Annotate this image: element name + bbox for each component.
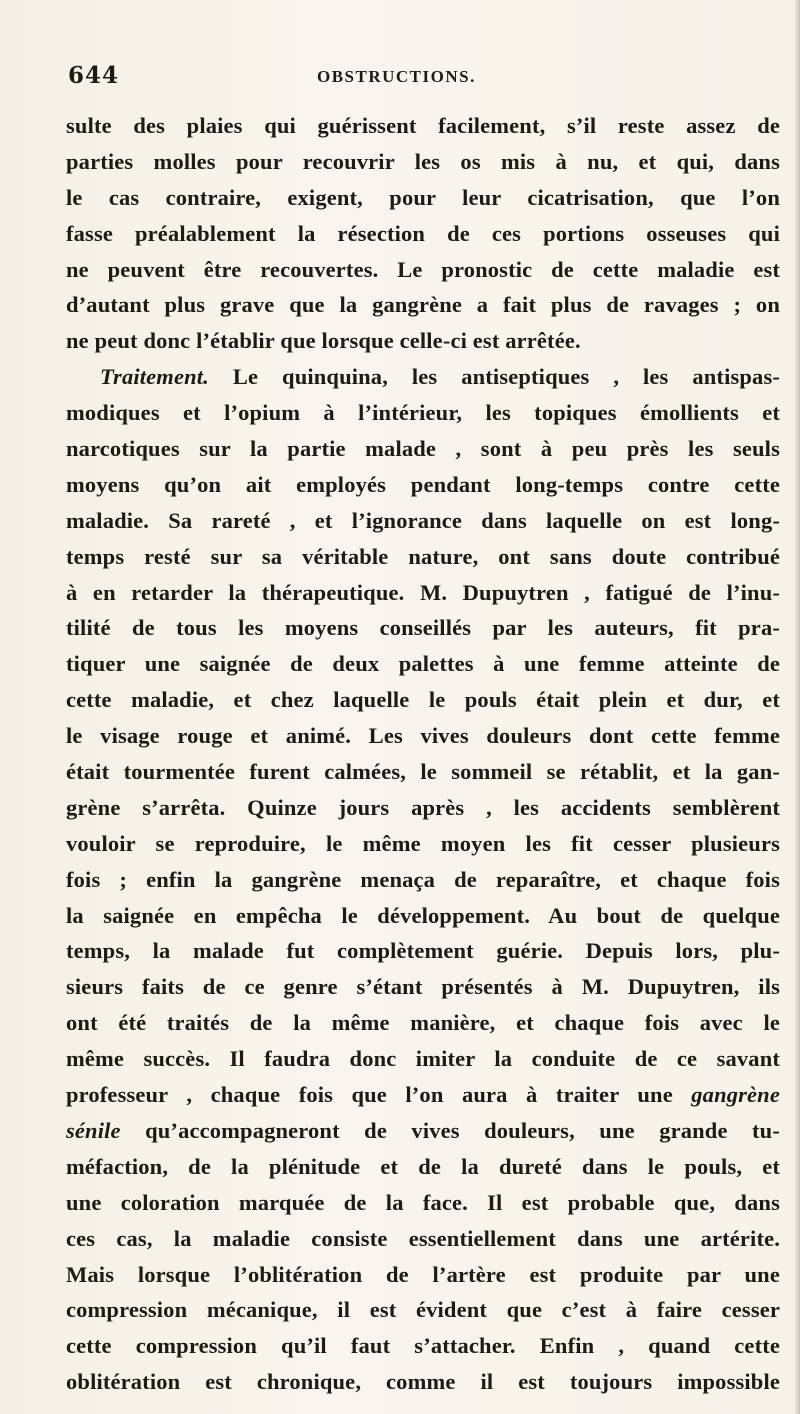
text-segment: à en retarder la thérapeutique. M. Dupuytren , fatigué de l’inu- bbox=[66, 579, 780, 605]
text-segment: sieurs faits de ce genre s’étant présentés à M. Dupuytren, ils bbox=[66, 974, 780, 1000]
text-line bbox=[66, 1113, 780, 1149]
text-line bbox=[66, 898, 780, 934]
text-line bbox=[66, 1328, 780, 1364]
text-segment: sulte des plaies qui guérissent facilement, s’il reste assez de bbox=[66, 113, 780, 138]
text-line bbox=[66, 323, 780, 359]
text-line bbox=[66, 467, 780, 503]
italic-text-segment: Traitement. bbox=[100, 364, 209, 390]
text-segment: même succès. Il faudra donc imiter la conduite de ce savant bbox=[66, 1046, 780, 1072]
text-segment: une coloration marquée de la face. Il est probable que, dans bbox=[66, 1189, 780, 1215]
text-segment: tiquer une saignée de deux palettes à une femme atteinte de bbox=[66, 651, 780, 677]
text-line bbox=[66, 1292, 780, 1328]
text-segment: le visage rouge et animé. Les vives douleurs dont cette femme bbox=[66, 723, 780, 749]
text-segment: ont été traités de la même manière, et chaque fois avec le bbox=[66, 1010, 780, 1036]
text-line bbox=[66, 754, 780, 790]
italic-text-segment: gangrène bbox=[691, 1082, 780, 1108]
text-line bbox=[66, 826, 780, 862]
text-line bbox=[66, 718, 780, 754]
text-segment: méfaction, de la plénitude et de la dureté dans le pouls, et bbox=[66, 1153, 780, 1179]
text-line bbox=[66, 1149, 780, 1185]
text-line bbox=[66, 1221, 780, 1257]
page-number: 644 bbox=[68, 62, 120, 89]
text-segment: temps resté sur sa véritable nature, ont sans doute contribué bbox=[66, 543, 780, 569]
text-line bbox=[66, 862, 780, 898]
text-segment: tilité de tous les moyens conseillés par les auteurs, fit pra- bbox=[66, 615, 780, 641]
text-segment: ces cas, la maladie consiste essentiellement dans une artérite. bbox=[66, 1225, 780, 1251]
text-line bbox=[66, 1005, 780, 1041]
text-line bbox=[66, 933, 780, 969]
text-segment: d’autant plus grave que la gangrène a fait plus de ravages ; on bbox=[66, 292, 780, 318]
text-segment: professeur , chaque fois que l’on aura à traiter une bbox=[66, 1082, 692, 1108]
text-line bbox=[66, 180, 780, 216]
text-line bbox=[66, 359, 780, 395]
text-segment: la saignée en empêcha le développement. Au bout de quelque bbox=[66, 902, 780, 928]
text-segment: cette maladie, et chez laquelle le pouls était plein et dur, et bbox=[66, 687, 780, 713]
text-line bbox=[66, 575, 780, 611]
text-line bbox=[66, 539, 780, 575]
text-line bbox=[66, 144, 780, 180]
text-segment: moyens qu’on ait employés pendant long-temps contre cette bbox=[66, 471, 780, 497]
text-segment: vouloir se reproduire, le même moyen les fit cesser plusieurs bbox=[66, 830, 780, 856]
text-segment: ne peut donc l’établir que lorsque celle-ci est arrêtée. bbox=[66, 328, 581, 354]
text-line bbox=[66, 1185, 780, 1221]
page-edge-shadow bbox=[794, 0, 800, 1414]
text-segment: Mais lorsque l’oblitération de l’artère est produite par une bbox=[66, 1261, 780, 1287]
text-line bbox=[66, 1077, 780, 1113]
italic-text-segment: sénile bbox=[66, 1117, 121, 1143]
text-line bbox=[66, 610, 780, 646]
text-line bbox=[66, 431, 780, 467]
body-text bbox=[66, 108, 780, 1400]
text-line bbox=[66, 790, 780, 826]
text-segment: maladie. Sa rareté , et l’ignorance dans laquelle on est long- bbox=[66, 507, 780, 533]
text-segment: compression mécanique, il est évident que c’est à faire cesser bbox=[66, 1297, 780, 1323]
text-line bbox=[66, 969, 780, 1005]
text-segment: fois ; enfin la gangrène menaça de reparaître, et chaque fois bbox=[66, 866, 780, 892]
text-segment: Le quinquina, les antiseptiques , les antispas- bbox=[208, 364, 780, 390]
text-line bbox=[66, 503, 780, 539]
text-line bbox=[66, 682, 780, 718]
running-head: OBSTRUCTIONS. bbox=[317, 67, 476, 86]
text-segment: grène s’arrêta. Quinze jours après , les accidents semblèrent bbox=[66, 794, 780, 820]
text-segment: cette compression qu’il faut s’attacher. Enfin , quand cette bbox=[66, 1333, 780, 1359]
text-line bbox=[66, 108, 780, 144]
text-segment: oblitération est chronique, comme il est toujours impossible bbox=[66, 1369, 780, 1395]
text-line bbox=[66, 1364, 780, 1400]
text-line bbox=[66, 287, 780, 323]
text-segment: était tourmentée furent calmées, le sommeil se rétablit, et la gan- bbox=[66, 759, 780, 785]
text-line bbox=[66, 646, 780, 682]
text-segment: le cas contraire, exigent, pour leur cicatrisation, que l’on bbox=[66, 184, 780, 210]
text-segment: ne peuvent être recouvertes. Le pronostic de cette maladie est bbox=[66, 256, 780, 282]
text-line bbox=[66, 395, 780, 431]
text-segment: parties molles pour recouvrir les os mis à nu, et qui, dans bbox=[66, 148, 780, 174]
text-line bbox=[66, 1041, 780, 1077]
text-segment: fasse préalablement la résection de ces portions osseuses qui bbox=[66, 220, 780, 246]
text-line bbox=[66, 216, 780, 252]
page-header bbox=[68, 62, 780, 102]
text-segment: modiques et l’opium à l’intérieur, les topiques émollients et bbox=[66, 400, 780, 426]
text-segment: narcotiques sur la partie malade , sont à peu près les seuls bbox=[66, 436, 780, 462]
text-segment: qu’accompagneront de vives douleurs, une grande tu- bbox=[120, 1117, 780, 1143]
text-segment: temps, la malade fut complètement guérie. Depuis lors, plu- bbox=[66, 938, 780, 964]
text-line bbox=[66, 1257, 780, 1293]
text-line bbox=[66, 252, 780, 288]
